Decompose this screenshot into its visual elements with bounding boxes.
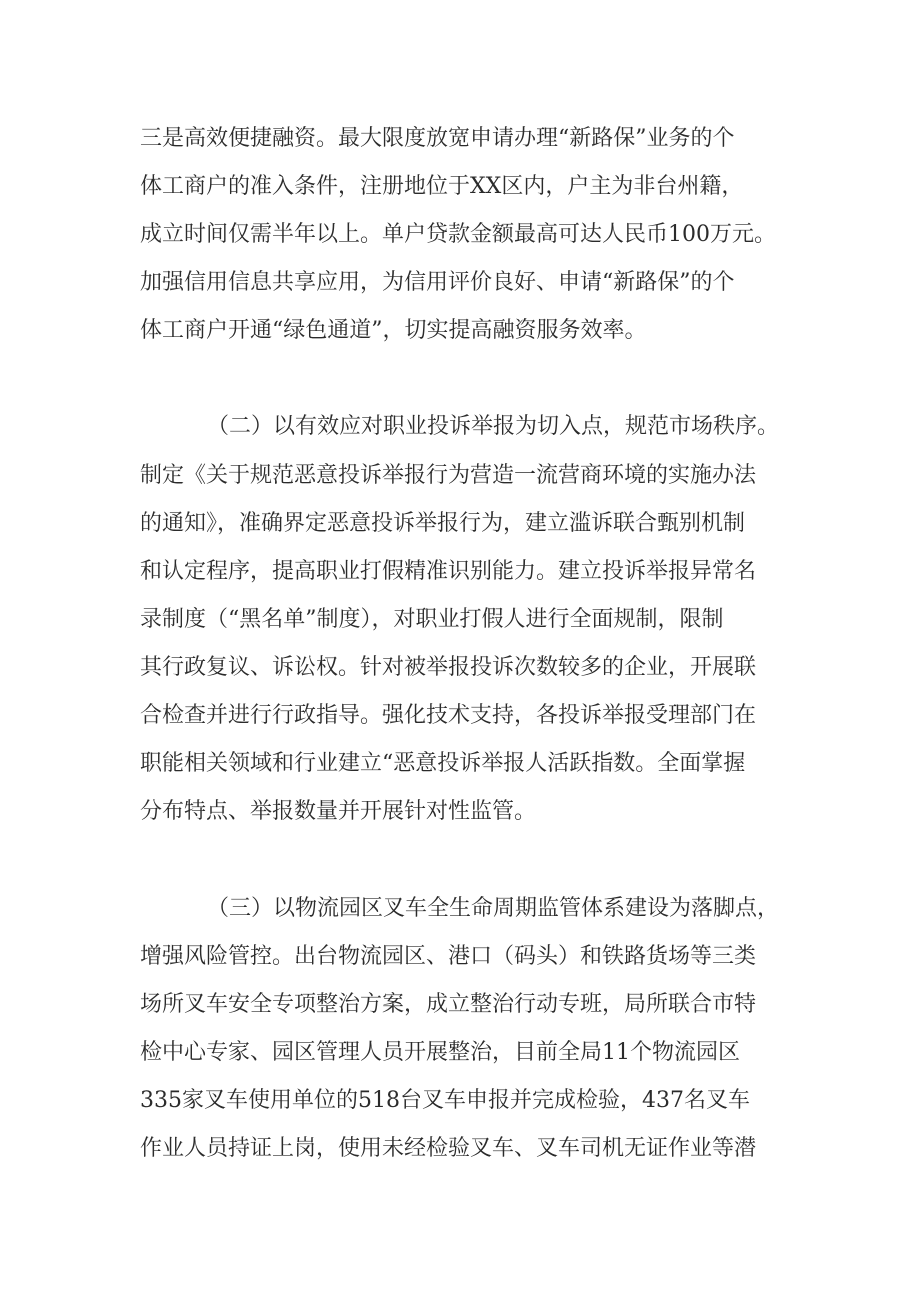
paragraph-1-line-1: 三是高效便捷融资。最大限度放宽申请办理“新路保”业务的个	[140, 126, 735, 151]
paragraph-2-line-9: 分布特点、举报数量并开展针对性监管。	[140, 799, 537, 824]
paragraph-3-line-4: 检中心专家、园区管理人员开展整治，目前全局11个物流园区	[140, 1040, 740, 1065]
paragraph-2-line-3: 的通知》，准确界定恶意投诉举报行为，建立滥诉联合甄别机制	[140, 511, 746, 536]
paragraph-3-line-5: 335家叉车使用单位的518台叉车申报并完成检验，437名叉车	[140, 1088, 750, 1113]
paragraph-1-line-3: 成立时间仅需半年以上。单户贷款金额最高可达人民币100万元。	[140, 222, 776, 247]
paragraph-2-line-5: 录制度（“黑名单”制度），对职业打假人进行全面规制，限制	[140, 607, 724, 632]
paragraph-2-line-2: 制定《关于规范恶意投诉举报行为营造一流营商环境的实施办法	[140, 463, 757, 488]
paragraph-2-line-4: 和认定程序，提高职业打假精准识别能力。建立投诉举报异常名	[140, 559, 757, 584]
paragraph-1-line-4: 加强信用信息共享应用，为信用评价良好、申请“新路保”的个	[140, 270, 735, 295]
paragraph-1-line-5: 体工商户开通“绿色通道”，切实提高融资服务效率。	[140, 318, 647, 343]
paragraph-3-line-3: 场所叉车安全专项整治方案，成立整治行动专班，局所联合市特	[140, 992, 757, 1017]
paragraph-3-line-2: 增强风险管控。出台物流园区、港口（码头）和铁路货场等三类	[140, 944, 757, 969]
paragraph-2-line-6: 其行政复议、诉讼权。针对被举报投诉次数较多的企业，开展联	[140, 655, 757, 680]
paragraph-3-line-6: 作业人员持证上岗，使用未经检验叉车、叉车司机无证作业等潜	[140, 1136, 757, 1161]
paragraph-1-line-2: 体工商户的准入条件，注册地位于XX区内，户主为非台州籍，	[140, 174, 744, 199]
paragraph-2-line-7: 合检查并进行行政指导。强化技术支持，各投诉举报受理部门在	[140, 703, 757, 728]
paragraph-3-line-1: （三）以物流园区叉车全生命周期监管体系建设为落脚点，	[207, 896, 780, 921]
paragraph-2-line-1: （二）以有效应对职业投诉举报为切入点，规范市场秩序。	[207, 414, 780, 439]
paragraph-2-line-8: 职能相关领域和行业建立“恶意投诉举报人活跃指数。全面掌握	[140, 751, 746, 776]
